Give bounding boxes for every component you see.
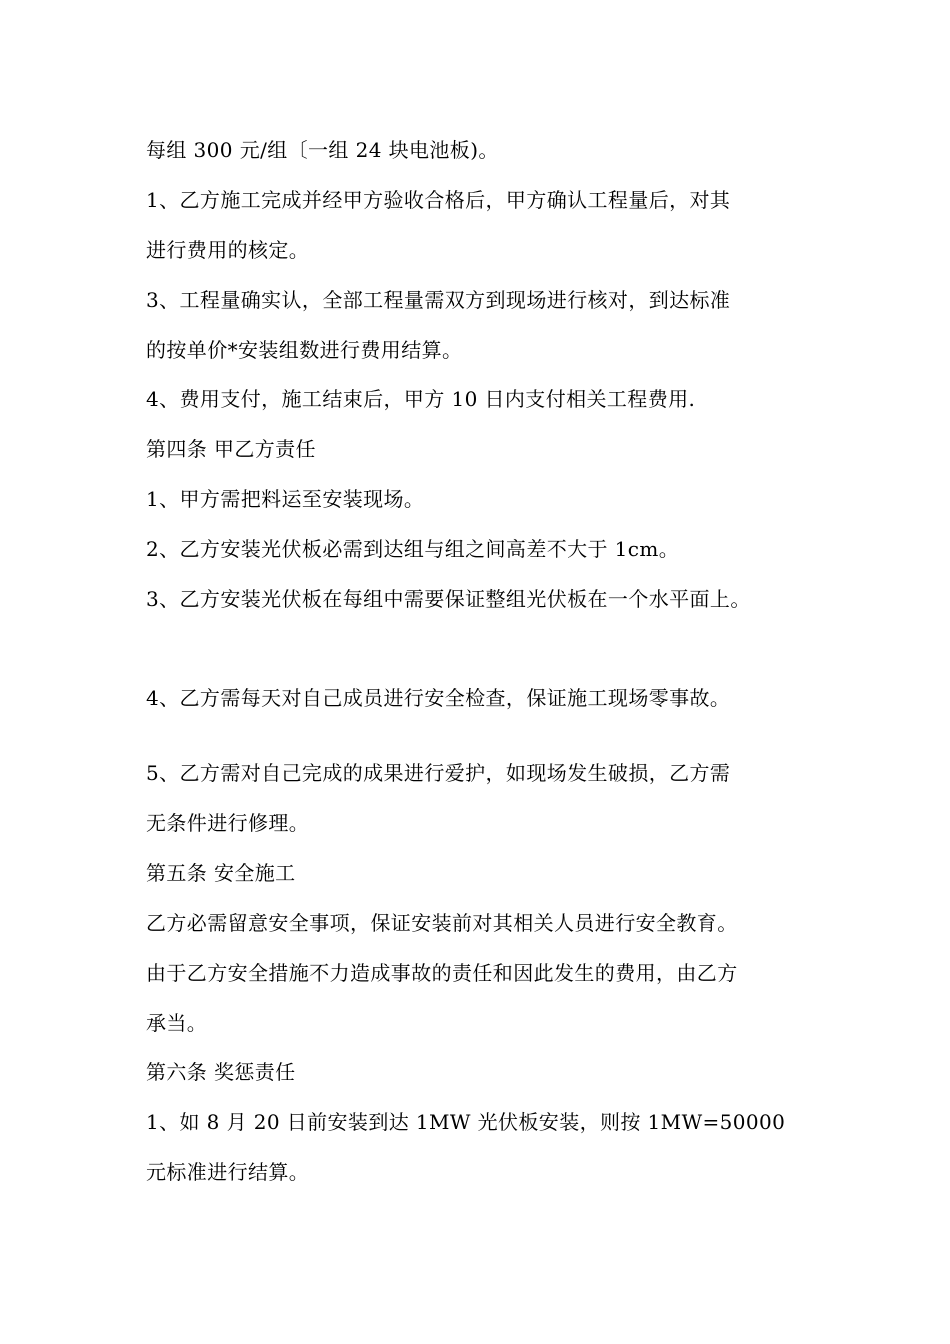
- section-heading: 第六条 奖惩责任: [146, 1060, 296, 1084]
- text-line: 4、费用支付，施工结束后，甲方 10 日内支付相关工程费用.: [146, 387, 696, 411]
- text-line: 1、乙方施工完成并经甲方验收合格后，甲方确认工程量后，对其: [146, 188, 731, 212]
- text-line: 承当。: [146, 1011, 208, 1035]
- section-heading: 第四条 甲乙方责任: [146, 437, 316, 461]
- text-line: 4、乙方需每天对自己成员进行安全检查，保证施工现场零事故。: [146, 686, 731, 710]
- text-line: 1、甲方需把料运至安装现场。: [146, 487, 425, 511]
- text-line: 2、乙方安装光伏板必需到达组与组之间高差不大于 1cm。: [146, 537, 680, 561]
- text-line: 乙方必需留意安全事项，保证安装前对其相关人员进行安全教育。: [146, 911, 738, 935]
- section-heading: 第五条 安全施工: [146, 861, 296, 885]
- text-line: 1、如 8 月 20 日前安装到达 1MW 光伏板安装，则按 1MW=50000: [146, 1110, 786, 1134]
- text-line: 每组 300 元/组〔一组 24 块电池板)。: [146, 138, 499, 162]
- text-line: 3、乙方安装光伏板在每组中需要保证整组光伏板在一个水平面上。: [146, 587, 751, 611]
- text-line: 进行费用的核定。: [146, 238, 310, 262]
- text-line: 无条件进行修理。: [146, 811, 310, 835]
- text-line: 元标准进行结算。: [146, 1160, 310, 1184]
- text-line: 的按单价*安装组数进行费用结算。: [146, 338, 463, 362]
- text-line: 3、工程量确实认，全部工程量需双方到现场进行核对，到达标准: [146, 288, 731, 312]
- text-line: 由于乙方安全措施不力造成事故的责任和因此发生的费用，由乙方: [146, 961, 738, 985]
- text-line: 5、乙方需对自己完成的成果进行爱护，如现场发生破损，乙方需: [146, 761, 731, 785]
